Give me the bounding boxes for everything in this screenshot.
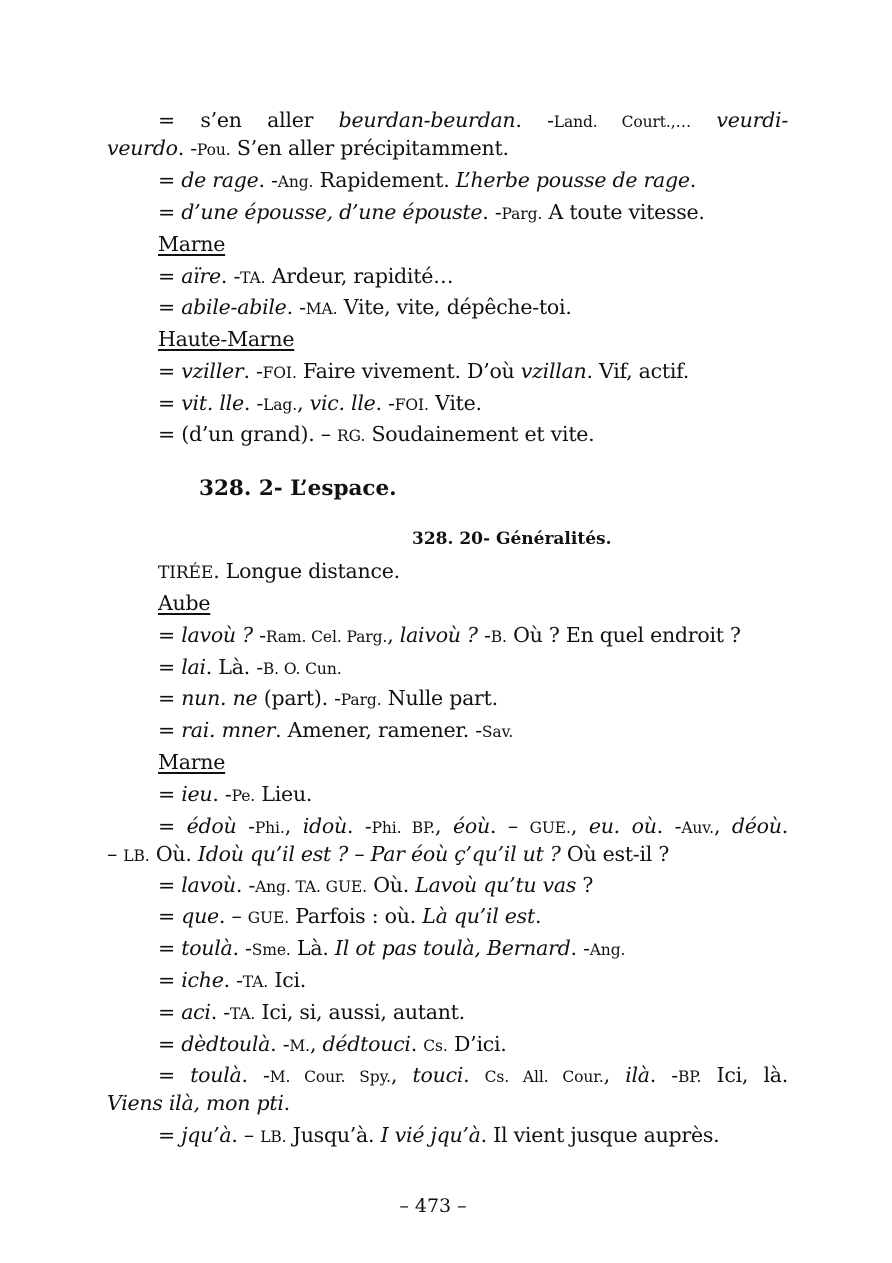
text: Où est-il ? (560, 842, 670, 866)
text-line (158, 1030, 788, 1060)
dialect-term: touci (412, 1063, 464, 1087)
text: , (387, 623, 400, 647)
text: = (158, 264, 182, 288)
text: . - (649, 1063, 678, 1087)
text: . - (177, 136, 197, 160)
text: . - (210, 1000, 230, 1024)
dialect-term: que (181, 904, 219, 928)
example-phrase: Il ot pas toulà, Bernard (334, 936, 571, 960)
text: = (158, 168, 182, 192)
text: . Vif, actif. (586, 359, 690, 383)
text: . (689, 168, 697, 192)
text-line (158, 420, 788, 450)
text: = (158, 1063, 191, 1087)
dialect-term: jqu’à (181, 1123, 232, 1147)
text: , (309, 1032, 323, 1056)
subsection-title: 328. 20- Généralités. (412, 529, 612, 549)
region-heading (158, 748, 788, 776)
locality-abbrev: FOI. (262, 364, 297, 382)
text: = (158, 718, 182, 742)
text: . - (286, 295, 306, 319)
headword-smallcaps: TIRÉE (158, 563, 214, 583)
text: . - (515, 108, 554, 132)
section-title: 328. 2- L’espace. (199, 476, 397, 501)
text-line (158, 653, 788, 683)
locality-abbrev: GUE. (529, 819, 571, 837)
text: Ici. (268, 968, 307, 992)
dialect-term: lavoù ? (181, 623, 253, 647)
text: = (158, 200, 182, 224)
text-line (107, 134, 787, 164)
dialect-term: abile-abile (181, 295, 287, 319)
text: = (158, 655, 182, 679)
dialect-term: ieu (181, 782, 213, 806)
region-label: Marne (158, 750, 226, 774)
locality-abbrev: Lag. (263, 396, 298, 414)
locality-abbrev: B. (490, 628, 507, 646)
locality-abbrev: Ang. (589, 941, 626, 959)
dialect-term: aïre (181, 264, 221, 288)
text-line (158, 106, 788, 136)
region-heading (158, 589, 788, 617)
text: . - (241, 1063, 270, 1087)
region-label: Aube (158, 591, 211, 615)
dialect-term: édoù (186, 814, 237, 838)
text-line (107, 840, 787, 870)
text: Ici, là. (701, 1063, 788, 1087)
locality-abbrev: TA. (240, 269, 266, 287)
text: Vite. (428, 391, 482, 415)
locality-abbrev: Phi. (254, 819, 285, 837)
dialect-term: de rage (181, 168, 259, 192)
text: = (158, 686, 182, 710)
text: - (252, 623, 266, 647)
text-line (158, 998, 788, 1028)
text: . - (375, 391, 395, 415)
locality-abbrev: Sav. (481, 723, 514, 741)
text: ? (576, 873, 594, 897)
text: . - (235, 873, 256, 897)
locality-abbrev: Auv. (681, 819, 714, 837)
text: . Amener, ramener. - (275, 718, 482, 742)
text: = s’en aller (158, 108, 339, 132)
text: . - (212, 782, 232, 806)
region-label: Haute-Marne (158, 327, 295, 351)
text: , (297, 391, 310, 415)
text: = (158, 391, 182, 415)
dialect-term: toulà (190, 1063, 242, 1087)
example-phrase: Là qu’il est (422, 904, 535, 928)
locality-abbrev: LB. (260, 1128, 287, 1146)
text-line (158, 357, 788, 387)
text: . - (220, 264, 241, 288)
text-line (158, 966, 788, 996)
text-line (158, 262, 788, 292)
locality-abbrev: Phi. BP. (371, 819, 436, 837)
text: Rapidement. (313, 168, 456, 192)
text: . Il vient jusque auprès. (480, 1123, 720, 1147)
text: Où ? En quel endroit ? (506, 623, 741, 647)
text-line (158, 1061, 788, 1091)
text-line (158, 812, 788, 842)
text: Où. (149, 842, 198, 866)
text-line (158, 871, 788, 901)
region-heading (158, 230, 788, 258)
text-line (158, 780, 788, 810)
dialect-term: aci (181, 1000, 211, 1024)
text-line (158, 557, 788, 587)
text: . - (243, 391, 264, 415)
text: Faire vivement. D’où (296, 359, 521, 383)
text: . Là. - (205, 655, 263, 679)
dialect-term: dèdtoulà (181, 1032, 271, 1056)
locality-abbrev: BP. (677, 1068, 702, 1086)
locality-abbrev: Ram. Cel. Parg. (265, 628, 388, 646)
dialect-term: toulà (181, 936, 233, 960)
locality-abbrev: MA. (305, 300, 338, 318)
locality-abbrev: Cs. (423, 1037, 448, 1055)
text: = (158, 936, 182, 960)
dialect-term: vic. lle (309, 391, 376, 415)
locality-abbrev: FOI. (394, 396, 429, 414)
locality-abbrev: B. O. Cun. (262, 660, 342, 678)
text: , (570, 814, 589, 838)
locality-abbrev: Sme. (251, 941, 291, 959)
text: - (477, 623, 491, 647)
text: . (283, 1091, 290, 1115)
text-line (158, 198, 788, 228)
dialect-term: d’une épousse, d’une épouste (181, 200, 483, 224)
dialect-term: rai. mner (181, 718, 276, 742)
locality-abbrev: RG. (337, 427, 366, 445)
text: , (603, 1063, 626, 1087)
dialect-term: beurdan-beurdan (338, 108, 516, 132)
dialect-term: vziller (181, 359, 244, 383)
text-line (158, 1121, 788, 1151)
dialect-term: iche (181, 968, 224, 992)
dialect-term: éoù (452, 814, 490, 838)
dialect-term: idoù (302, 814, 347, 838)
text: Là. (290, 936, 335, 960)
text: = (158, 814, 187, 838)
locality-abbrev: M. (289, 1037, 310, 1055)
locality-abbrev: Pou. (196, 141, 231, 159)
text: . (781, 814, 788, 838)
page-number: – 473 – (399, 1195, 467, 1217)
text: = (158, 904, 182, 928)
text: S’en aller précipitamment. (230, 136, 509, 160)
text: Parfois : où. (289, 904, 423, 928)
text-line (158, 389, 788, 419)
locality-abbrev: Land. Court.,… (553, 113, 691, 131)
dialect-term: ilà (625, 1063, 650, 1087)
text: D’ici. (447, 1032, 507, 1056)
locality-abbrev: M. Cour. Spy. (269, 1068, 391, 1086)
dialect-term: déoù (731, 814, 782, 838)
text: = (158, 1000, 182, 1024)
text: . - (570, 936, 590, 960)
text: Ardeur, rapidité… (265, 264, 454, 288)
example-phrase: Viens ilà, mon pti (107, 1091, 284, 1115)
dialect-term: nun. ne (181, 686, 258, 710)
example-phrase: I vié jqu’à (380, 1123, 481, 1147)
text-line (158, 902, 788, 932)
text: . - (482, 200, 502, 224)
locality-abbrev: Parg. (501, 205, 543, 223)
text (691, 108, 716, 132)
text: Ici, si, aussi, autant. (255, 1000, 465, 1024)
text-line (158, 716, 788, 746)
locality-abbrev: TA. (242, 973, 269, 991)
locality-abbrev: TA. (229, 1005, 256, 1023)
text: . – (489, 814, 530, 838)
text: . - (232, 936, 252, 960)
text-line (158, 293, 788, 323)
text: , (284, 814, 303, 838)
text: = (158, 359, 182, 383)
text-line (158, 934, 788, 964)
example-phrase: L’herbe pousse de rage (455, 168, 690, 192)
text: . - (656, 814, 682, 838)
region-heading (158, 325, 788, 353)
dialect-term: lavoù (181, 873, 236, 897)
locality-abbrev: Ang. TA. GUE. (255, 878, 367, 896)
dialect-term: vzillan (520, 359, 587, 383)
text: = (158, 968, 182, 992)
text: = (158, 295, 182, 319)
text: . (463, 1063, 485, 1087)
locality-abbrev: Parg. (340, 691, 382, 709)
locality-abbrev: Cs. All. Cour. (484, 1068, 604, 1086)
region-label: Marne (158, 232, 226, 256)
text: Soudainement et vite. (365, 422, 595, 446)
text: Vite, vite, dépêche-toi. (337, 295, 572, 319)
text: = (158, 873, 182, 897)
dialect-term: lai (181, 655, 206, 679)
text: . – (231, 1123, 261, 1147)
text: , (391, 1063, 413, 1087)
text: , (435, 814, 453, 838)
text: = (158, 623, 182, 647)
text: . - (243, 359, 263, 383)
text: . - (346, 814, 372, 838)
dialect-term: eu. où (588, 814, 657, 838)
text: . – (218, 904, 248, 928)
text: Nulle part. (381, 686, 498, 710)
example-phrase: Idoù qu’il est ? – Par éoù ç’qu’il ut ? (197, 842, 561, 866)
text-line (158, 684, 788, 714)
dialect-term: vit. lle (181, 391, 244, 415)
text: . - (258, 168, 278, 192)
text-line (107, 1089, 787, 1117)
text: . - (270, 1032, 290, 1056)
example-phrase: Lavoù qu’tu vas (415, 873, 577, 897)
locality-abbrev: GUE. (247, 909, 290, 927)
text: - (236, 814, 255, 838)
text: = (158, 1123, 182, 1147)
text: (part). - (257, 686, 341, 710)
text: . (410, 1032, 424, 1056)
text: . Longue distance. (213, 559, 400, 583)
dialect-term: laivoù ? (399, 623, 478, 647)
dialect-term: veurdi- (716, 108, 788, 132)
text: , (713, 814, 732, 838)
text: = (158, 782, 182, 806)
text: – (107, 842, 124, 866)
text: A toute vitesse. (542, 200, 705, 224)
text: Lieu. (255, 782, 313, 806)
text-line (158, 621, 788, 651)
text: Où. (366, 873, 416, 897)
text: . - (223, 968, 243, 992)
text: = (158, 1032, 182, 1056)
locality-abbrev: Pe. (231, 787, 256, 805)
text: = (d’un grand). – (158, 422, 338, 446)
text-line (158, 166, 788, 196)
locality-abbrev: LB. (123, 847, 150, 865)
dialect-term: dédtouci (322, 1032, 411, 1056)
dialect-term: veurdo (107, 136, 178, 160)
locality-abbrev: Ang. (277, 173, 314, 191)
text: Jusqu’à. (286, 1123, 381, 1147)
text: . (534, 904, 542, 928)
